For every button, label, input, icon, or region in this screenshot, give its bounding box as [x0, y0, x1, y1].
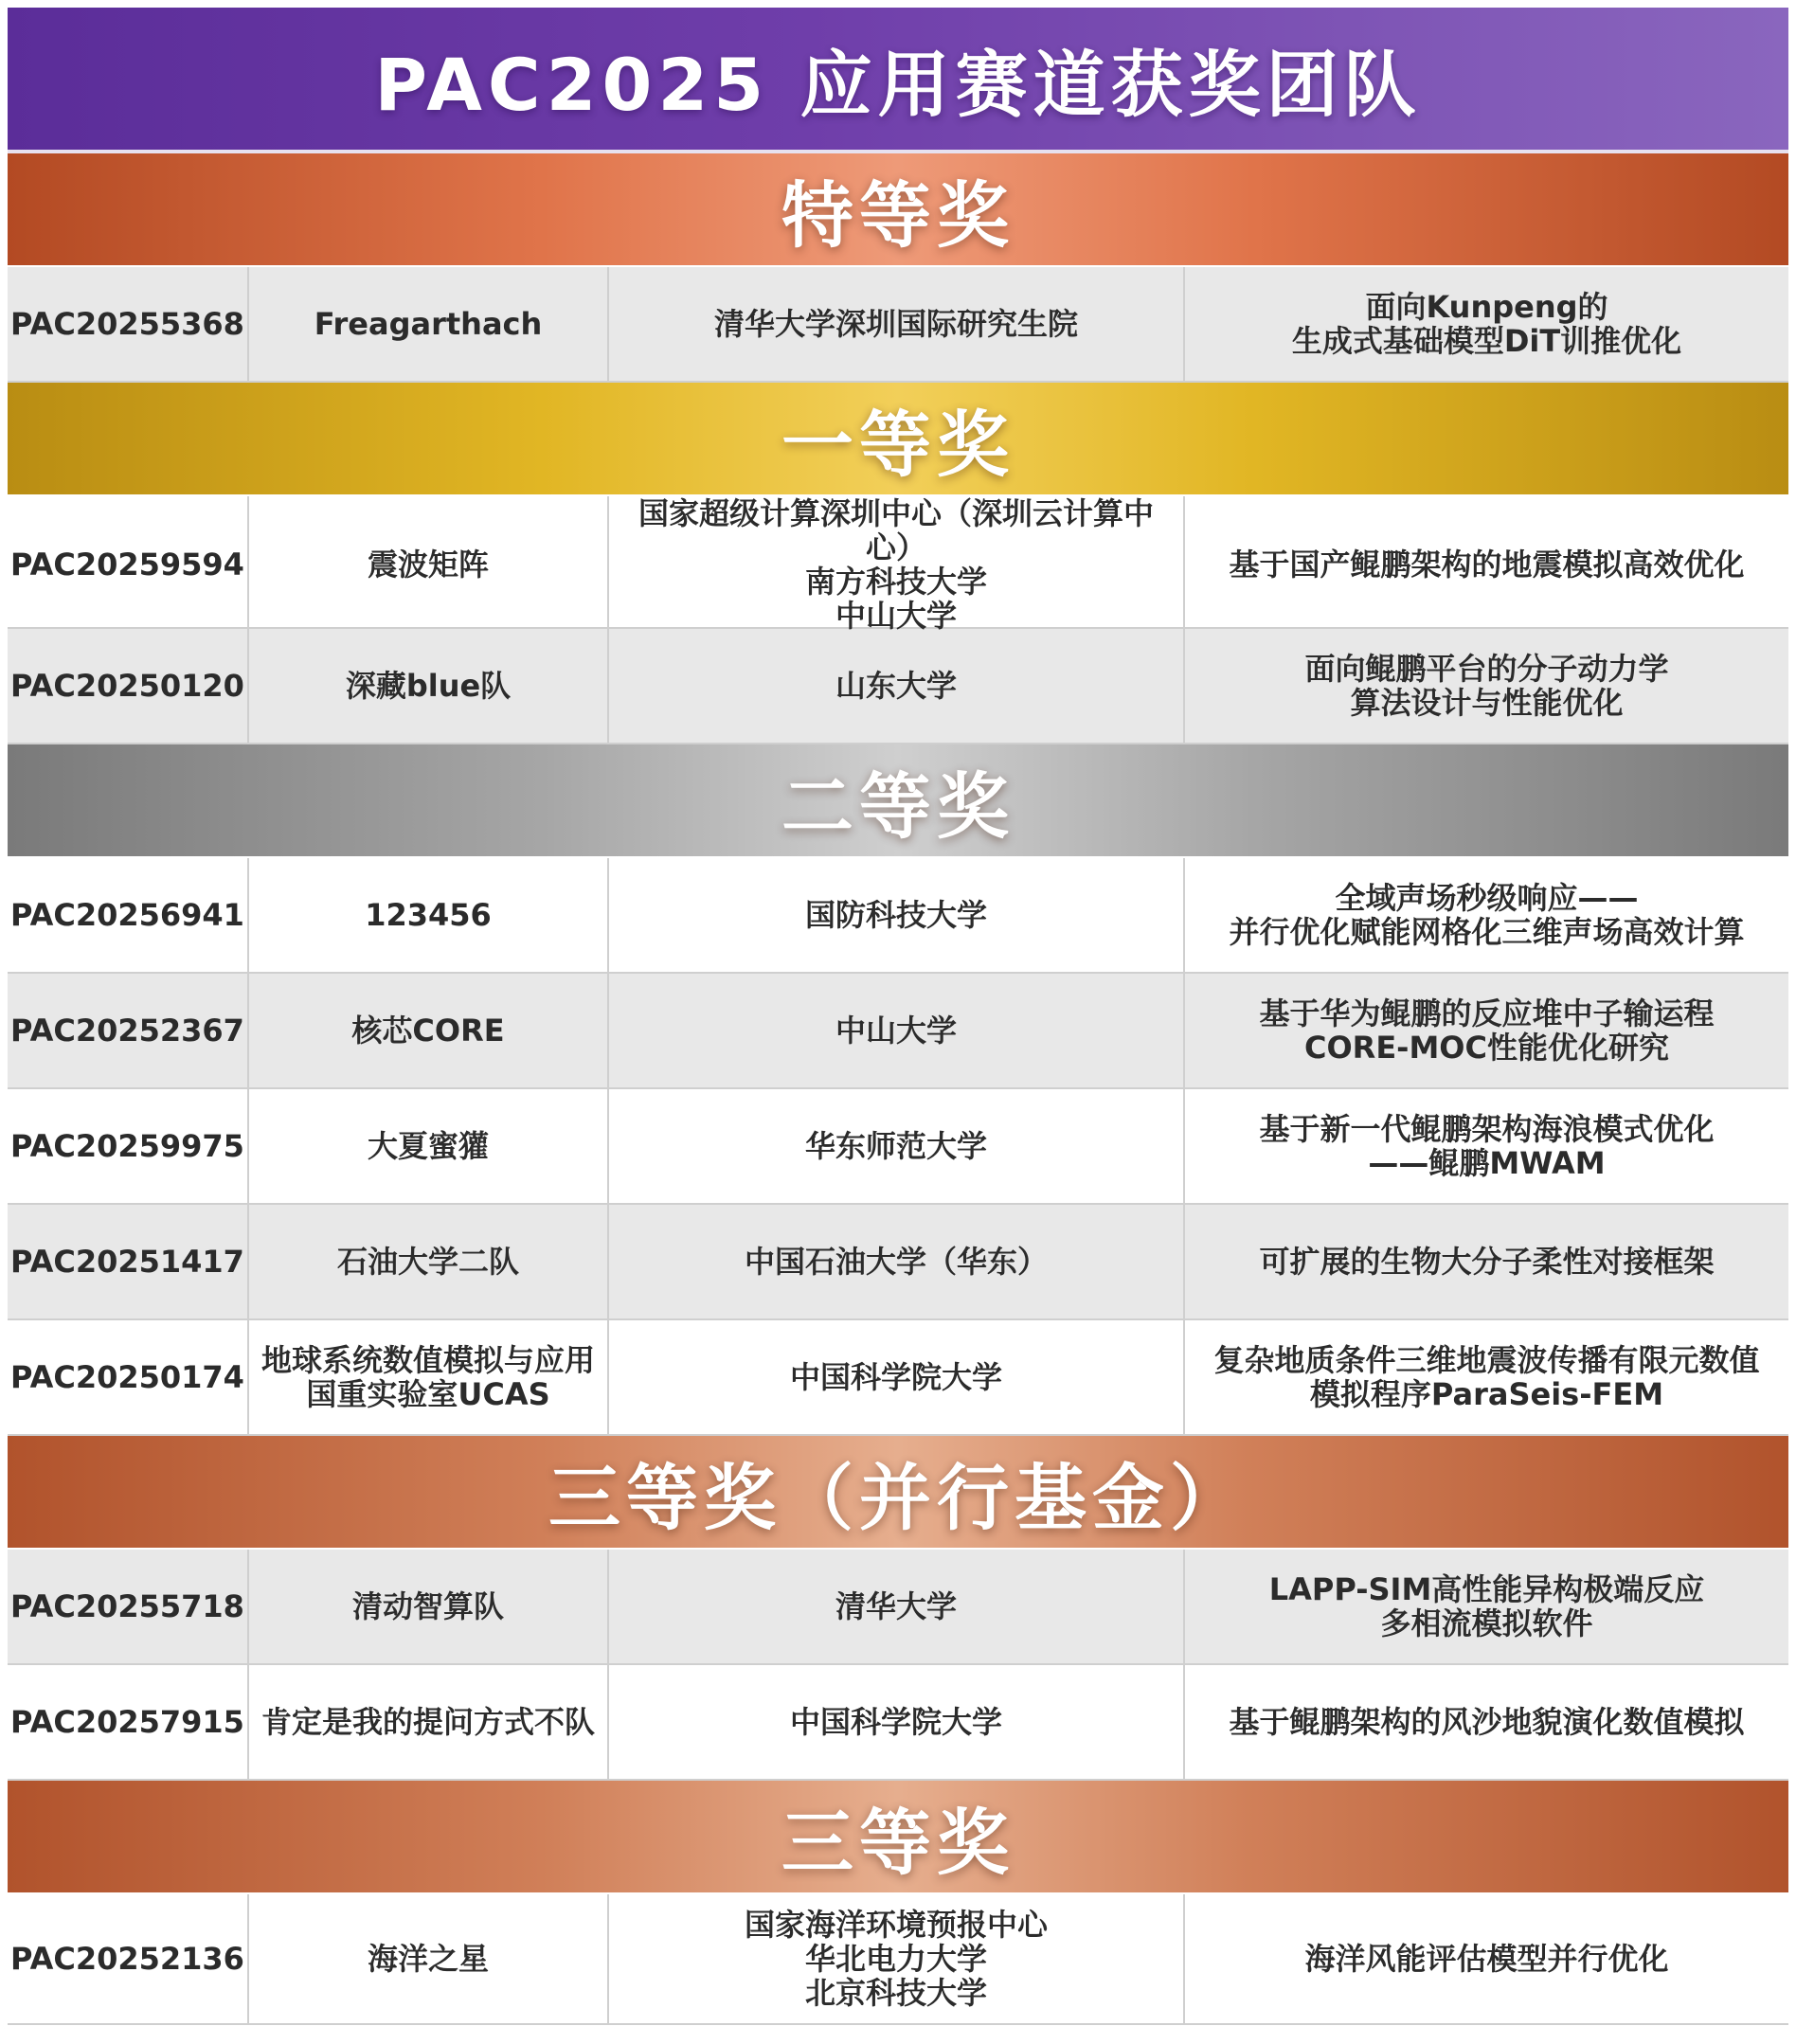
team-name: 清动智算队 — [249, 1550, 609, 1663]
table-row — [8, 495, 1788, 634]
team-organization: 清华大学深圳国际研究生院 — [609, 267, 1185, 381]
section-heading-first: 一等奖 — [8, 383, 1788, 496]
project-title: 基于新一代鲲鹏架构海浪模式优化 ——鲲鹏MWAM — [1259, 1111, 1715, 1181]
section-heading-second: 二等奖 — [8, 744, 1788, 858]
team-id: PAC20252136 — [8, 1894, 249, 2023]
section-heading-third: 三等奖 — [8, 1781, 1788, 1894]
team-id: PAC20257915 — [8, 1665, 249, 1779]
project-title: 海洋风能评估模型并行优化 — [1304, 1941, 1669, 1977]
team-id: PAC20250174 — [8, 1320, 249, 1434]
table-row — [8, 1894, 1788, 2025]
project-title: 基于华为鲲鹏的反应堆中子输运程 CORE-MOC性能优化研究 — [1259, 995, 1715, 1066]
team-name: Freagarthach — [249, 267, 609, 381]
project-title: 复杂地质条件三维地震波传播有限元数值 模拟程序ParaSeis-FEM — [1213, 1342, 1760, 1412]
team-organization: 国家超级计算深圳中心（深圳云计算中心） 南方科技大学 中山大学 — [609, 496, 1185, 633]
team-id: PAC20250120 — [8, 629, 249, 743]
table-row — [8, 974, 1788, 1089]
team-name: 地球系统数值模拟与应用 国重实验室UCAS — [249, 1320, 609, 1434]
team-organization: 中国科学院大学 — [609, 1665, 1185, 1779]
team-id: PAC20259975 — [8, 1089, 249, 1203]
section-heading-special: 特等奖 — [8, 153, 1788, 267]
team-id: PAC20252367 — [8, 974, 249, 1087]
team-organization: 国家海洋环境预报中心 华北电力大学 北京科技大学 — [609, 1894, 1185, 2023]
team-name: 核芯CORE — [249, 974, 609, 1087]
team-name: 震波矩阵 — [249, 496, 609, 633]
team-name: 大夏蜜獾 — [249, 1089, 609, 1203]
team-id: PAC20255368 — [8, 267, 249, 381]
team-id: PAC20259594 — [8, 496, 249, 633]
team-name: 肯定是我的提问方式不队 — [249, 1665, 609, 1779]
project-title: 全域声场秒级响应—— 并行优化赋能网格化三维声场高效计算 — [1229, 880, 1745, 950]
award-board — [8, 8, 1788, 2025]
team-organization: 国防科技大学 — [609, 858, 1185, 972]
table-row — [8, 1320, 1788, 1436]
team-organization: 清华大学 — [609, 1550, 1185, 1663]
section-heading-third-fund: 三等奖（并行基金） — [8, 1436, 1788, 1550]
project-title: 可扩展的生物大分子柔性对接框架 — [1259, 1244, 1715, 1280]
project-title: 基于鲲鹏架构的风沙地貌演化数值模拟 — [1229, 1704, 1745, 1740]
table-row — [8, 858, 1788, 974]
team-name: 海洋之星 — [249, 1894, 609, 2023]
table-row — [8, 267, 1788, 383]
team-name: 深藏blue队 — [249, 629, 609, 743]
team-id: PAC20256941 — [8, 858, 249, 972]
project-title: LAPP-SIM高性能异构极端反应 多相流模拟软件 — [1268, 1571, 1705, 1641]
table-row — [8, 1665, 1788, 1781]
project-title: 面向Kunpeng的 生成式基础模型DiT训推优化 — [1291, 289, 1682, 359]
table-row — [8, 1205, 1788, 1320]
team-id: PAC20251417 — [8, 1205, 249, 1318]
team-organization: 华东师范大学 — [609, 1089, 1185, 1203]
table-row — [8, 1089, 1788, 1205]
table-row — [8, 1550, 1788, 1665]
team-name: 石油大学二队 — [249, 1205, 609, 1318]
team-name: 123456 — [249, 858, 609, 972]
project-title: 面向鲲鹏平台的分子动力学 算法设计与性能优化 — [1304, 651, 1669, 721]
team-organization: 山东大学 — [609, 629, 1185, 743]
team-organization: 中国科学院大学 — [609, 1320, 1185, 1434]
team-organization: 中国石油大学（华东） — [609, 1205, 1185, 1318]
team-id: PAC20255718 — [8, 1550, 249, 1663]
table-row — [8, 629, 1788, 744]
project-title: 基于国产鲲鹏架构的地震模拟高效优化 — [1229, 547, 1745, 583]
team-organization: 中山大学 — [609, 974, 1185, 1087]
page-title: PAC2025 应用赛道获奖团队 — [8, 8, 1788, 153]
